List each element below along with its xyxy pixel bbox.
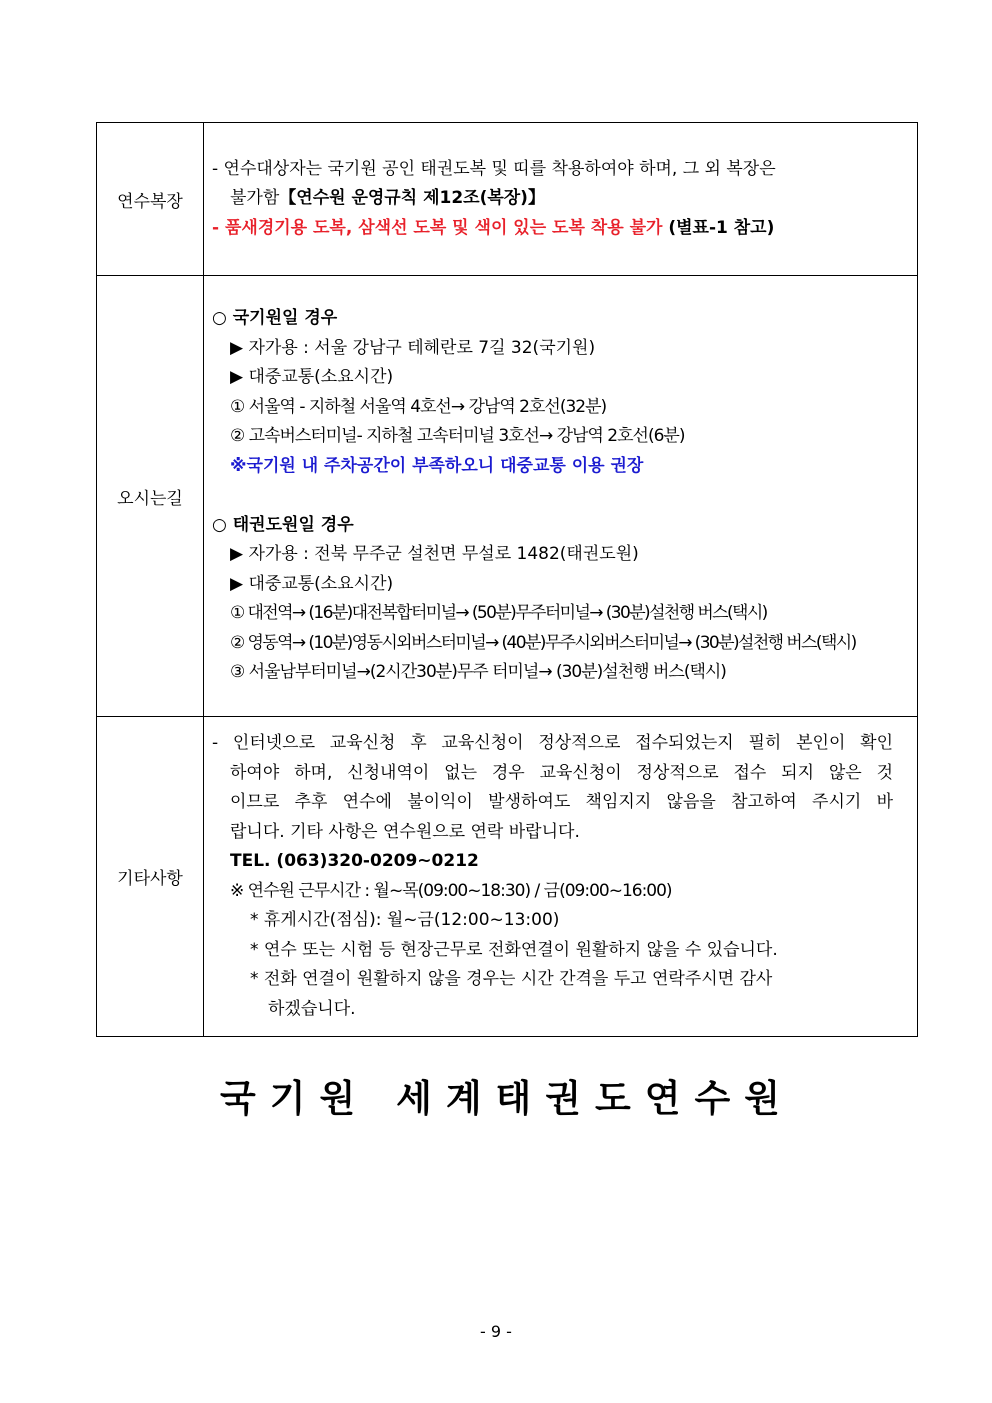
taekwondowon-route-3: ③ 서울남부터미널→(2시간30분)무주 터미널→ (30분)설천행 버스(택시) — [230, 662, 726, 683]
other-paragraph-line-3: 이므로 추후 연수에 불이익이 발생하여도 책임지지 않음을 참고하여 주시기 바 — [230, 792, 893, 812]
page-number: - 9 - — [480, 1322, 512, 1341]
dress-prohibition-warning: 품새경기용 도복, 삼색선 도복 및 색이 있는 도복 착용 불가 — [224, 217, 663, 238]
dress-line-3 — [212, 214, 893, 244]
row-label-dress: 연수복장 — [97, 123, 204, 276]
kukkiwon-heading: ○ 국기원일 경우 — [212, 308, 338, 329]
row-content-directions — [204, 276, 918, 717]
dress-rule-reference: 【연수원 운영규칙 제12조(복장)】 — [279, 188, 545, 209]
parking-notice: ※국기원 내 주차공간이 부족하오니 대중교통 이용 권장 — [230, 455, 644, 476]
phone-note-2-continued: 하겠습니다. — [268, 998, 356, 1019]
kukkiwon-car: ▶ 자가용 : 서울 강남구 테헤란로 7길 32(국기원) — [230, 337, 596, 358]
dress-line-1: - 연수대상자는 국기원 공인 태권도복 및 띠를 착용하여야 하며, 그 외 복장은 — [212, 158, 776, 179]
dress-line-2-text: 불가함 — [230, 188, 280, 209]
row-content-other — [204, 717, 918, 1037]
spacer — [212, 481, 893, 511]
phone-note-2: * 전화 연결이 원활하지 않을 경우는 시간 간격을 두고 연락주시면 감사 — [250, 969, 773, 989]
dress-line-2 — [212, 184, 893, 214]
organization-name: 국기원 세계태권도연수원 — [219, 1077, 795, 1120]
taekwondowon-heading: ○ 태권도원일 경우 — [212, 514, 354, 535]
table-row-directions — [97, 276, 918, 717]
other-paragraph-line-2: 하여야 하며, 신청내역이 없는 경우 교육신청이 정상적으로 접수 되지 않은 것 — [230, 762, 893, 783]
other-paragraph-line-1: - 인터넷으로 교육신청 후 교육신청이 정상적으로 접수되었는지 필히 본인이 확인 — [212, 733, 893, 753]
table-row-dress — [97, 123, 918, 276]
kukkiwon-route-1: ① 서울역 - 지하철 서울역 4호선→ 강남역 2호선(32분) — [230, 396, 607, 417]
office-hours: ※ 연수원 근무시간 : 월~목(09:00~18:30) / 금(09:00~16:00) — [230, 880, 672, 901]
taekwondowon-transit: ▶ 대중교통(소요시간) — [230, 573, 394, 594]
other-paragraph-line-4: 랍니다. 기타 사항은 연수원으로 연락 바랍니다. — [230, 821, 580, 842]
table-row-other — [97, 717, 918, 1037]
taekwondowon-route-1: ① 대전역→ (16분)대전복합터미널→ (50분)무주터미널→ (30분)설천행 버스(택시) — [230, 603, 767, 624]
dress-appendix-reference: (별표-1 참고) — [662, 217, 775, 238]
info-table — [96, 122, 918, 1037]
row-content-dress — [204, 123, 918, 276]
taekwondowon-route-2: ② 영동역→ (10분)영동시외버스터미널→ (40분)무주시외버스터미널→ (30분)설천행 버스(택시) — [230, 632, 856, 653]
kukkiwon-route-2: ② 고속버스터미널- 지하철 고속터미널 3호선→ 강남역 2호선(6분) — [230, 426, 685, 447]
dress-dash: - — [212, 217, 225, 238]
row-label-other: 기타사항 — [97, 717, 204, 1037]
kukkiwon-transit: ▶ 대중교통(소요시간) — [230, 367, 394, 388]
phone-note-1: * 연수 또는 시험 등 현장근무로 전화연결이 원활하지 않을 수 있습니다. — [250, 939, 778, 960]
lunch-break: * 휴게시간(점심): 월~금(12:00~13:00) — [250, 910, 560, 930]
telephone-number: TEL. (063)320-0209~0212 — [230, 851, 479, 871]
taekwondowon-car: ▶ 자가용 : 전북 무주군 설천면 무설로 1482(태권도원) — [230, 544, 639, 565]
row-label-directions: 오시는길 — [97, 276, 204, 717]
